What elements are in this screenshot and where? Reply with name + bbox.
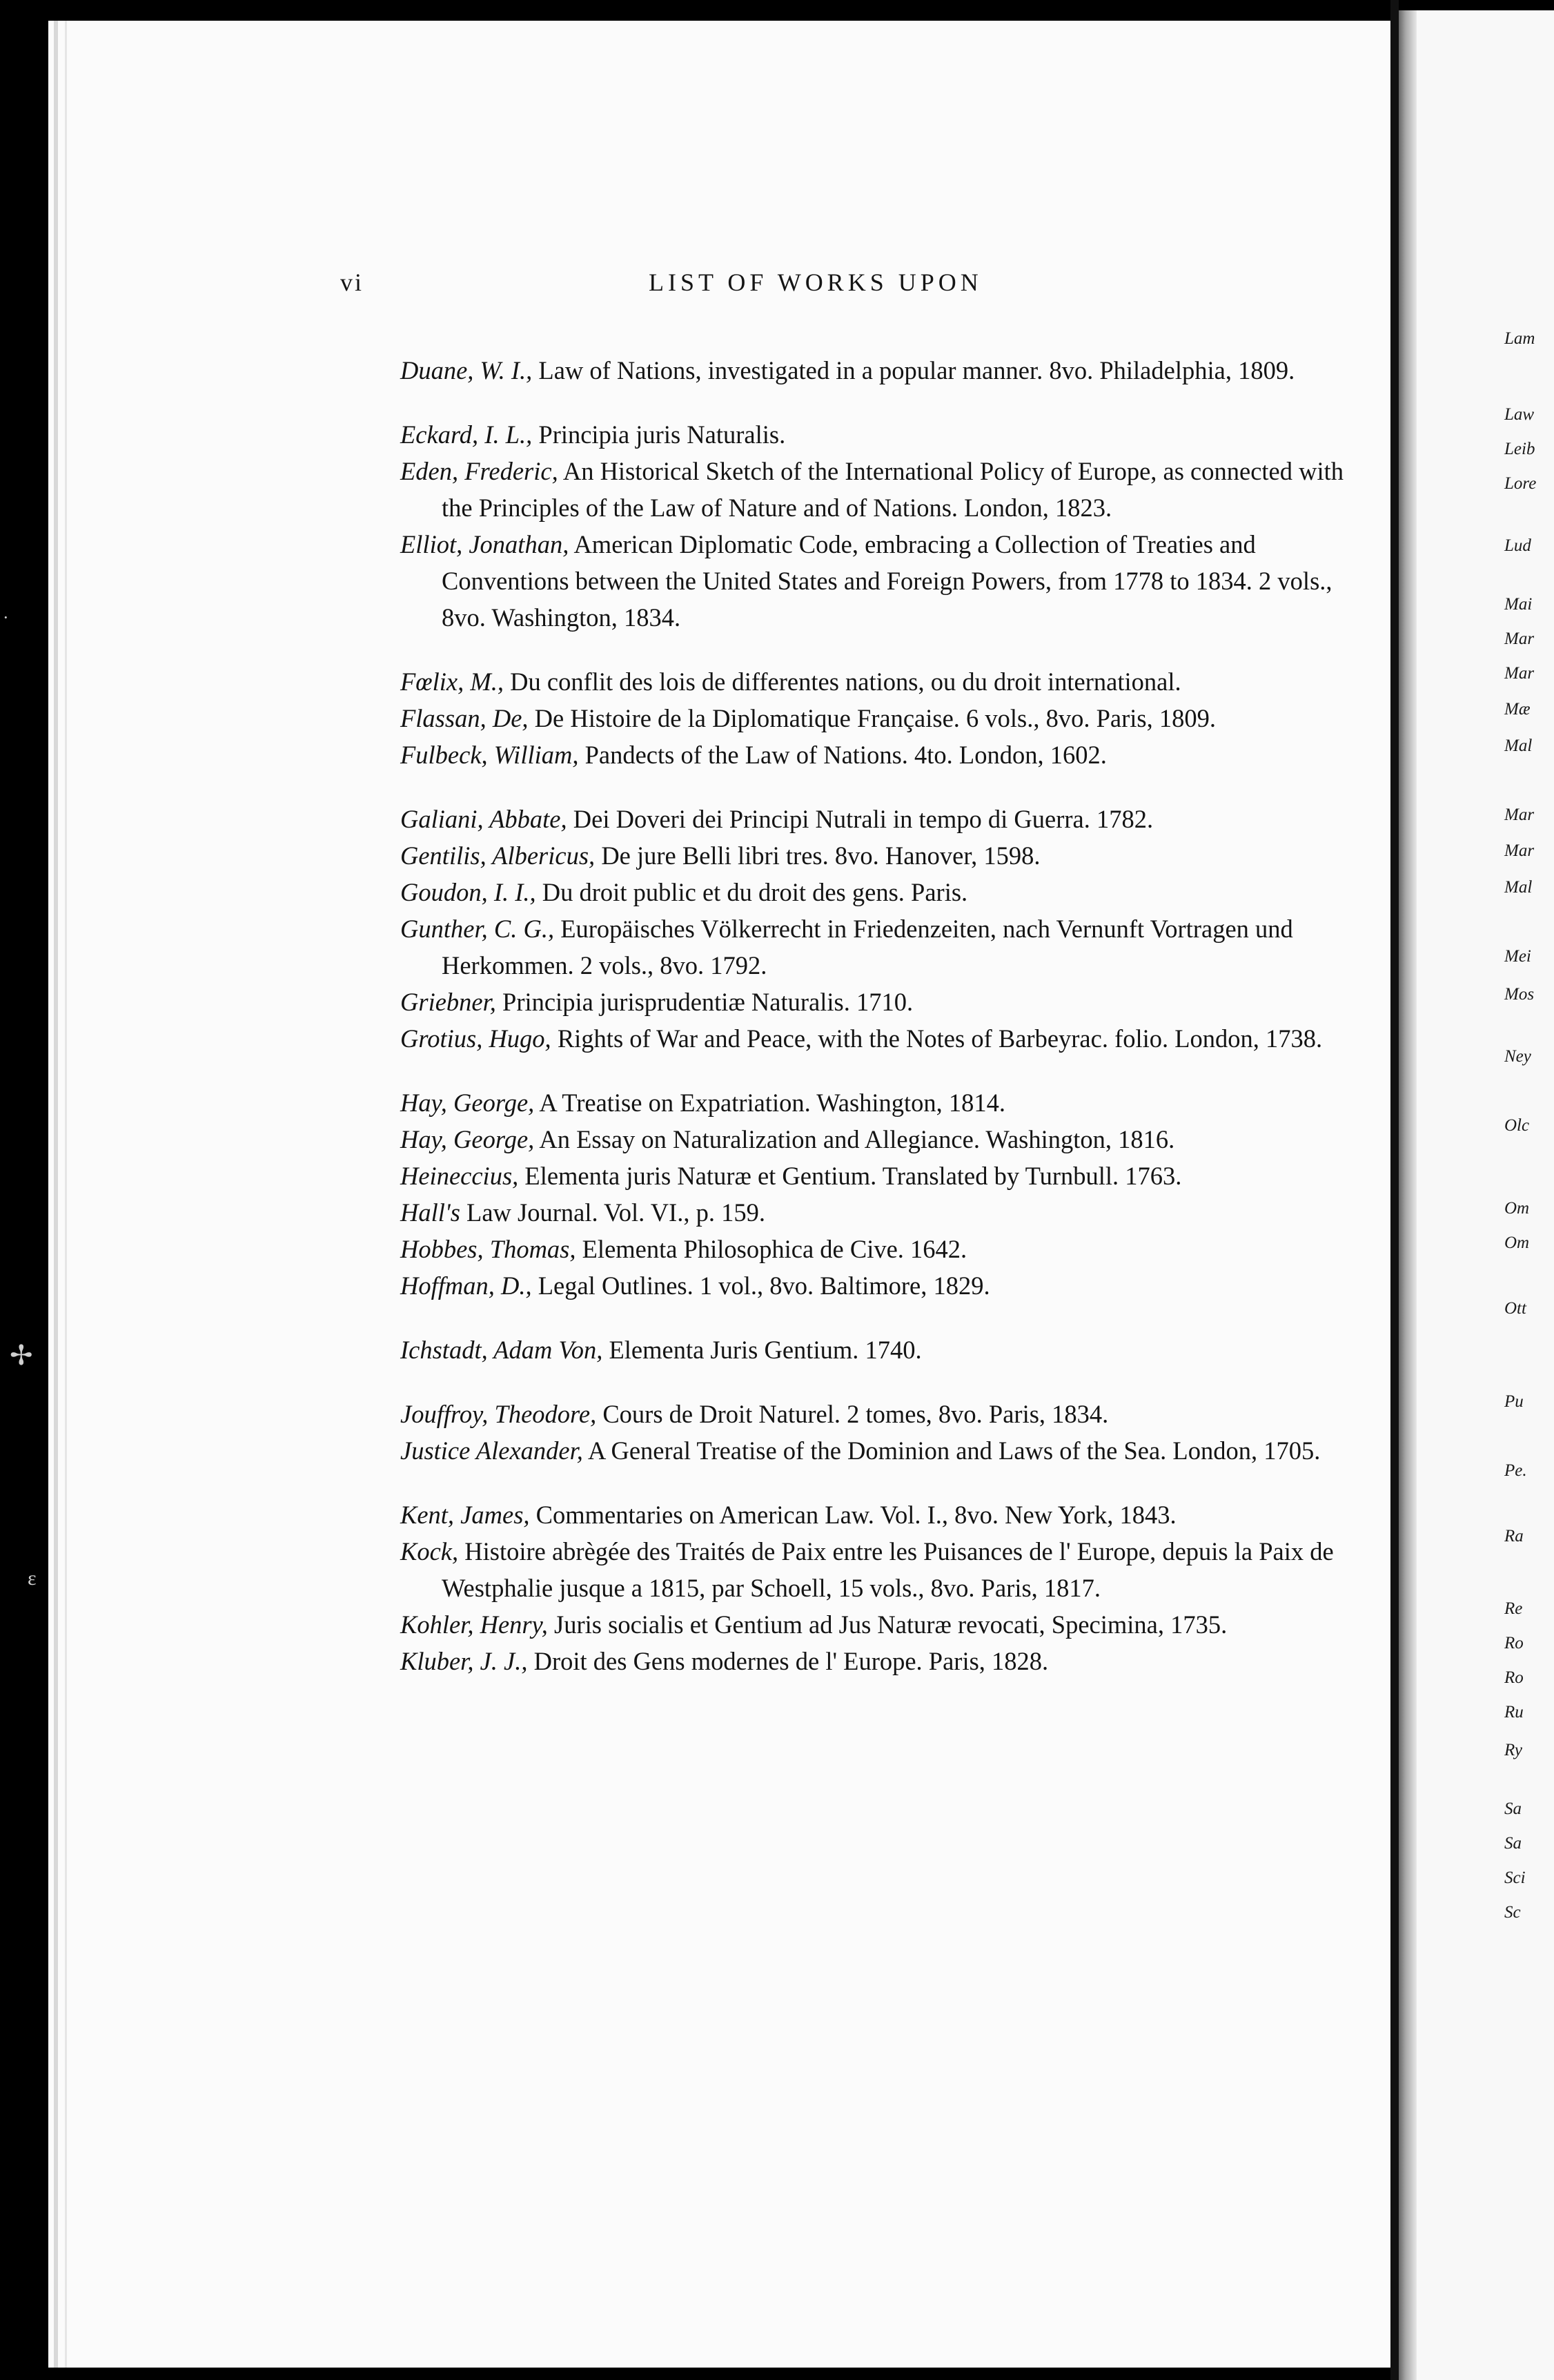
entry-author: Hoffman, D., — [400, 1271, 532, 1300]
entry-gentilis — [400, 837, 1363, 874]
entry-author: Galiani, Abbate, — [400, 805, 567, 833]
entry-text: De jure Belli libri tres. 8vo. Hanover, 1598. — [595, 841, 1041, 870]
fragment: Lam — [1504, 329, 1535, 348]
entry-gunther — [400, 910, 1363, 984]
entry-text: Dei Doveri dei Principi Nutrali in tempo di Guerra. 1782. — [567, 805, 1154, 833]
page-edge-line — [65, 21, 67, 2368]
fragment: Ro — [1504, 1668, 1524, 1687]
entry-text: Law Journal. Vol. VI., p. 159. — [460, 1198, 765, 1227]
fragment: Mei — [1504, 947, 1531, 966]
entry-text: De Histoire de la Diplomatique Française. 6 vols., 8vo. Paris, 1809. — [528, 704, 1217, 732]
entry-author: Eckard, I. L., — [400, 420, 533, 449]
entry-author: Justice Alexander, — [400, 1436, 583, 1465]
fragment: Leib — [1504, 440, 1535, 458]
entry-text: Droit des Gens modernes de l' Europe. Paris, 1828. — [527, 1647, 1049, 1675]
entry-author: Griebner, — [400, 988, 496, 1016]
fragment: Mal — [1504, 737, 1533, 755]
entry-author: Kock, — [400, 1537, 459, 1565]
entry-author: Hay, George, — [400, 1125, 535, 1153]
page-title: LIST OF WORKS UPON — [649, 269, 983, 296]
entry-duane — [400, 352, 1363, 389]
entry-text: Cours de Droit Naturel. 2 tomes, 8vo. Paris, 1834. — [596, 1400, 1109, 1428]
fragment: Sa — [1504, 1799, 1522, 1818]
page-number: vi — [340, 269, 364, 296]
fragment: Mar — [1504, 806, 1535, 824]
fragment: Lore — [1504, 474, 1537, 493]
entry-text: Histoire abrègée des Traités de Paix entre les Puisances de l' Europe, depuis la Paix de Westphalie jusque a 1815, par Schoell, 15 vols., 8vo. Paris, 1817. — [442, 1537, 1334, 1602]
entry-text: An Essay on Naturalization and Allegiance. Washington, 1816. — [534, 1125, 1175, 1153]
entry-text: Elementa Philosophica de Cive. 1642. — [576, 1235, 967, 1263]
fragment: Ney — [1504, 1047, 1531, 1066]
fragment: Mar — [1504, 841, 1535, 860]
margin-speck: ✢ — [10, 1340, 33, 1371]
fragment: Ry — [1504, 1741, 1522, 1759]
fragment: Mæ — [1504, 700, 1531, 719]
page-fold-shadow — [1399, 10, 1417, 2380]
entry-text: An Historical Sketch of the International Policy of Europe, as connected with the Principles of the Law of Nature and of Nations. London, 1823. — [442, 457, 1344, 522]
entry-fulbeck — [400, 737, 1363, 773]
entry-text: Commentaries on American Law. Vol. I., 8vo. New York, 1843. — [529, 1501, 1177, 1529]
fragment: Mos — [1504, 985, 1535, 1004]
margin-speck: · — [3, 607, 9, 627]
entry-author: Fulbeck, William, — [400, 741, 579, 769]
entry-author: Elliot, Jonathan, — [400, 530, 569, 558]
main-page — [48, 21, 1390, 2368]
entry-goudon — [400, 874, 1363, 910]
fragment: Pe. — [1504, 1461, 1527, 1480]
entry-text: Legal Outlines. 1 vol., 8vo. Baltimore, 1829. — [531, 1271, 990, 1300]
fragment: Sc — [1504, 1903, 1521, 1922]
entry-text: A Treatise on Expatriation. Washington, 1814. — [534, 1089, 1006, 1117]
entry-hobbes — [400, 1231, 1363, 1267]
entry-eckard — [400, 416, 1363, 453]
entry-author: Flassan, De, — [400, 704, 529, 732]
entry-heineccius — [400, 1158, 1363, 1194]
works-list — [400, 352, 1363, 1679]
entry-text: Du conflit des lois de differentes nations, ou du droit international. — [504, 667, 1181, 696]
fragment: Re — [1504, 1599, 1523, 1618]
fragment: Pu — [1504, 1392, 1524, 1411]
entry-justice — [400, 1432, 1363, 1469]
entry-kock — [400, 1533, 1363, 1606]
entry-author: Kent, James, — [400, 1501, 530, 1529]
entry-text: Europäisches Völkerrecht in Friedenzeiten, nach Vernunft Vortragen und Herkommen. 2 vols., 8vo. 1792. — [442, 915, 1293, 979]
fragment: Mar — [1504, 664, 1535, 683]
entry-text: Du droit public et du droit des gens. Paris. — [535, 878, 968, 906]
entry-author: Eden, Frederic, — [400, 457, 558, 485]
entry-flassan — [400, 700, 1363, 737]
entry-author: Kohler, Henry, — [400, 1610, 548, 1639]
fragment: Ro — [1504, 1634, 1524, 1652]
entry-kluber — [400, 1643, 1363, 1679]
margin-speck: ɛ — [28, 1567, 37, 1590]
fragment: Sa — [1504, 1834, 1522, 1853]
facing-page-fragment — [1399, 10, 1554, 2380]
entry-text: Principia jurisprudentiæ Naturalis. 1710. — [495, 988, 914, 1016]
entry-foelix — [400, 663, 1363, 700]
fragment: Mar — [1504, 630, 1535, 648]
entry-text: Elementa Juris Gentium. 1740. — [602, 1336, 922, 1364]
entry-author: Gentilis, Albericus, — [400, 841, 596, 870]
entry-ichstadt — [400, 1332, 1363, 1368]
entry-hay-naturalization — [400, 1121, 1363, 1158]
fragment: Lud — [1504, 536, 1531, 555]
entry-hay-expatriation — [400, 1084, 1363, 1121]
entry-text: Principia juris Naturalis. — [532, 420, 786, 449]
entry-author: Heineccius, — [400, 1162, 519, 1190]
entry-author: Duane, W. I., — [400, 356, 533, 384]
entry-text: A General Treatise of the Dominion and Laws of the Sea. London, 1705. — [582, 1436, 1321, 1465]
fragment: Om — [1504, 1233, 1530, 1252]
entry-author: Hay, George, — [400, 1089, 535, 1117]
page-edge-shadow — [54, 21, 58, 2368]
fragment: Ott — [1504, 1299, 1526, 1318]
entry-author: Ichstadt, Adam Von, — [400, 1336, 603, 1364]
entry-text: Law of Nations, investigated in a popular manner. 8vo. Philadelphia, 1809. — [532, 356, 1295, 384]
book-gutter — [1390, 0, 1399, 2380]
entry-author: Gunther, C. G., — [400, 915, 555, 943]
entry-author: Kluber, J. J., — [400, 1647, 528, 1675]
entry-text: Elementa juris Naturæ et Gentium. Translated by Turnbull. 1763. — [518, 1162, 1182, 1190]
entry-jouffroy — [400, 1396, 1363, 1432]
fragment: Ru — [1504, 1703, 1524, 1721]
entry-eden — [400, 453, 1363, 526]
entry-author: Goudon, I. I., — [400, 878, 536, 906]
entry-author: Hobbes, Thomas, — [400, 1235, 576, 1263]
fragment: Olc — [1504, 1116, 1530, 1135]
entry-text: Juris socialis et Gentium ad Jus Naturæ revocati, Specimina, 1735. — [547, 1610, 1228, 1639]
fragment: Om — [1504, 1199, 1530, 1218]
entry-elliot — [400, 526, 1363, 636]
entry-grotius — [400, 1020, 1363, 1057]
fragment: Ra — [1504, 1527, 1524, 1545]
fragment: Mal — [1504, 878, 1533, 897]
entry-griebner — [400, 984, 1363, 1020]
fragment: Sci — [1504, 1869, 1526, 1887]
entry-author: Grotius, Hugo, — [400, 1024, 551, 1053]
entry-author: Jouffroy, Theodore, — [400, 1400, 597, 1428]
entry-text: American Diplomatic Code, embracing a Collection of Treaties and Conventions between the United States and Foreign Powers, from 1778 to 1834. 2 vols., 8vo. Washington, 1834. — [442, 530, 1332, 632]
entry-author: Fœlix, M., — [400, 667, 504, 696]
entry-text: Rights of War and Peace, with the Notes of Barbeyrac. folio. London, 1738. — [551, 1024, 1323, 1053]
entry-hall — [400, 1194, 1363, 1231]
entry-kent — [400, 1496, 1363, 1533]
entry-author: Hall's — [400, 1198, 460, 1227]
entry-text: Pandects of the Law of Nations. 4to. London, 1602. — [578, 741, 1107, 769]
entry-hoffman — [400, 1267, 1363, 1304]
entry-kohler — [400, 1606, 1363, 1643]
entry-galiani — [400, 801, 1363, 837]
fragment: Mai — [1504, 595, 1533, 614]
fragment: Law — [1504, 405, 1535, 424]
